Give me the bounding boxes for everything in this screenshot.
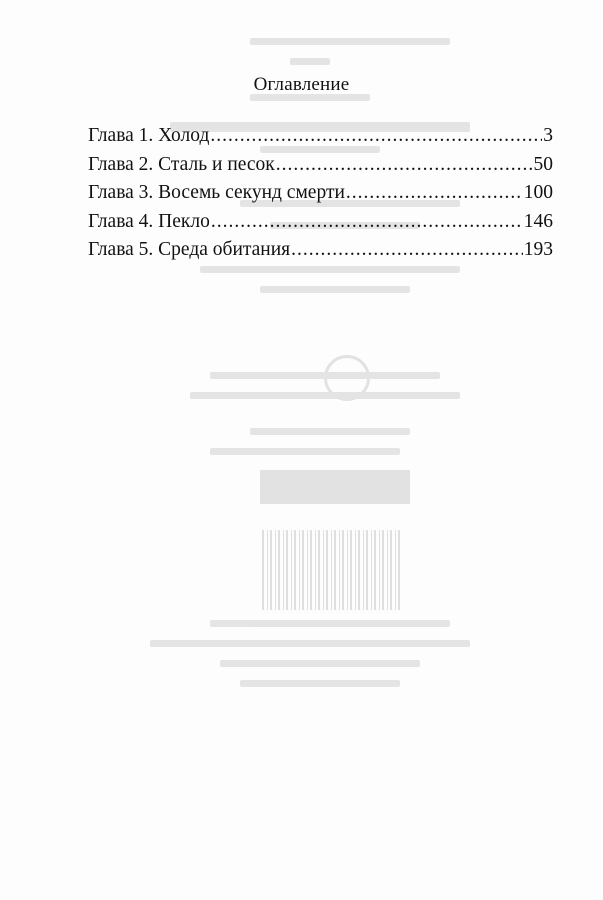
toc-leader-dots xyxy=(276,151,533,180)
toc-leader-dots xyxy=(346,179,523,208)
toc-entry xyxy=(88,122,553,151)
toc-entry xyxy=(88,208,553,237)
toc-leader-dots xyxy=(291,236,523,265)
toc-entry-label: Глава 5. Среда обитания xyxy=(88,239,291,260)
toc-entry-page: 50 xyxy=(533,153,553,175)
toc-entry-label: Глава 4. Пекло xyxy=(88,210,210,232)
toc-entry-label: Глава 2. Сталь и песок xyxy=(88,153,275,175)
toc-title: Оглавление xyxy=(253,74,350,95)
toc-entry xyxy=(88,179,553,208)
toc-entry-page: 3 xyxy=(543,125,553,146)
toc-entry xyxy=(88,236,553,265)
toc-entry-page: 193 xyxy=(523,239,553,260)
toc-leader-dots xyxy=(210,122,542,151)
toc-entry-label: Глава 3. Восемь секунд смерти xyxy=(88,182,345,203)
toc-entry-page: 100 xyxy=(523,182,553,203)
table-of-contents xyxy=(88,122,553,265)
toc-entry-label: Глава 1. Холод xyxy=(88,125,210,146)
toc-entry-page: 146 xyxy=(523,210,553,232)
toc-entry xyxy=(88,151,553,180)
toc-leader-dots xyxy=(211,208,523,237)
